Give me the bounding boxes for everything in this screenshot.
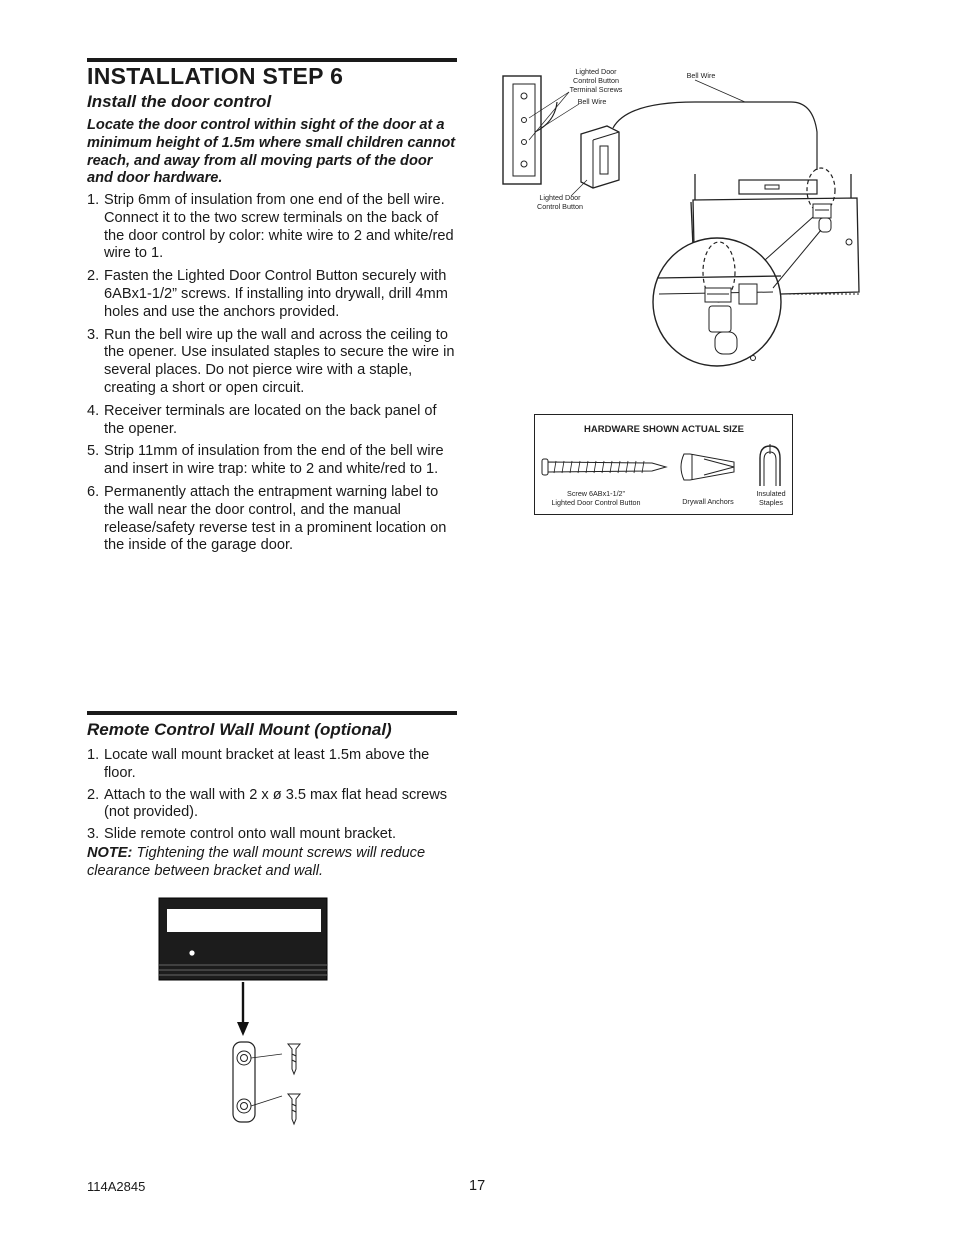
door-control-wiring-diagram bbox=[495, 62, 865, 372]
remote-wall-mount-illustration bbox=[156, 896, 336, 1126]
screw-icon bbox=[288, 1044, 300, 1124]
remote-steps-list bbox=[87, 747, 459, 848]
list-item: 3. Run the bell wire up the wall and across the ceiling to the opener. Use insulated staples to secure the wire in several places. Do not pierce wire with a staple, creating a short or open circuit. bbox=[87, 326, 455, 396]
title-rule bbox=[87, 58, 457, 62]
label-button-line2: Control Button bbox=[537, 202, 583, 211]
screw-label-line2: Lighted Door Control Button bbox=[551, 498, 641, 507]
arrow-down-icon bbox=[237, 982, 249, 1036]
label-terminal-line3: Terminal Screws bbox=[569, 85, 623, 94]
list-item: 2. Attach to the wall with 2 x ø 3.5 max flat head screws (not provided). bbox=[87, 786, 448, 821]
remote-section-title: Remote Control Wall Mount (optional) bbox=[87, 720, 392, 739]
note-paragraph bbox=[87, 845, 459, 881]
list-item: 1. Locate wall mount bracket at least 1.5m above the floor. bbox=[87, 747, 430, 781]
install-steps-list bbox=[87, 192, 459, 560]
note-text: Tightening the wall mount screws will reduce clearance between bracket and wall. bbox=[87, 845, 426, 879]
intro-paragraph: Locate the door control within sight of the door at a minimum height of 1.5m where small children cannot reach, and away from all moving parts of the door and door hardware. bbox=[87, 117, 456, 187]
staples-label-line2: Staples bbox=[759, 498, 783, 507]
label-terminal-line2: Control Button bbox=[573, 76, 619, 85]
page-number: 17 bbox=[469, 1178, 486, 1194]
list-item: 6. Permanently attach the entrapment warning label to the wall near the door control, and the manual release/safety reverse test in a prominent location on the inside of the garage door. bbox=[87, 483, 447, 554]
anchors-label: Drywall Anchors bbox=[682, 497, 734, 506]
note-label: NOTE: bbox=[87, 845, 133, 861]
remote-section-rule bbox=[87, 711, 457, 715]
label-bell-wire-right: Bell Wire bbox=[686, 71, 716, 80]
list-item: 5. Strip 11mm of insulation from the end of the bell wire and insert in wire trap: white to 2 and white/red to 1. bbox=[87, 443, 444, 478]
remote-control-icon bbox=[159, 898, 327, 980]
hardware-title: HARDWARE SHOWN ACTUAL SIZE bbox=[584, 424, 744, 435]
list-item: 3. Slide remote control onto wall mount bracket. bbox=[87, 826, 397, 843]
doc-number: 114A2845 bbox=[87, 1179, 146, 1194]
label-terminal-line1: Lighted Door bbox=[575, 67, 617, 76]
hardware-actual-size-box bbox=[534, 414, 794, 516]
list-item: 2. Fasten the Lighted Door Control Button securely with 6ABx1-1/2” screws. If installing into drywall, drill 4mm holes and use the anchors provided. bbox=[87, 268, 448, 320]
wall-mount-bracket-icon bbox=[233, 1042, 282, 1122]
screw-label-line1: Screw 6ABx1-1/2” bbox=[567, 489, 625, 498]
label-button-line1: Lighted Door bbox=[539, 193, 581, 202]
list-item: 1. Strip 6mm of insulation from one end of the bell wire. Connect it to the two screw terminals on the back of the door control by color: white wire to 2 and white/red wire to 1. bbox=[87, 192, 454, 262]
label-bell-wire-left: Bell Wire bbox=[577, 97, 607, 106]
section-subtitle: Install the door control bbox=[87, 92, 272, 111]
list-item: 4. Receiver terminals are located on the back panel of the opener. bbox=[87, 402, 437, 437]
staples-label-line1: Insulated bbox=[756, 489, 786, 498]
page-title: INSTALLATION STEP 6 bbox=[87, 63, 344, 89]
